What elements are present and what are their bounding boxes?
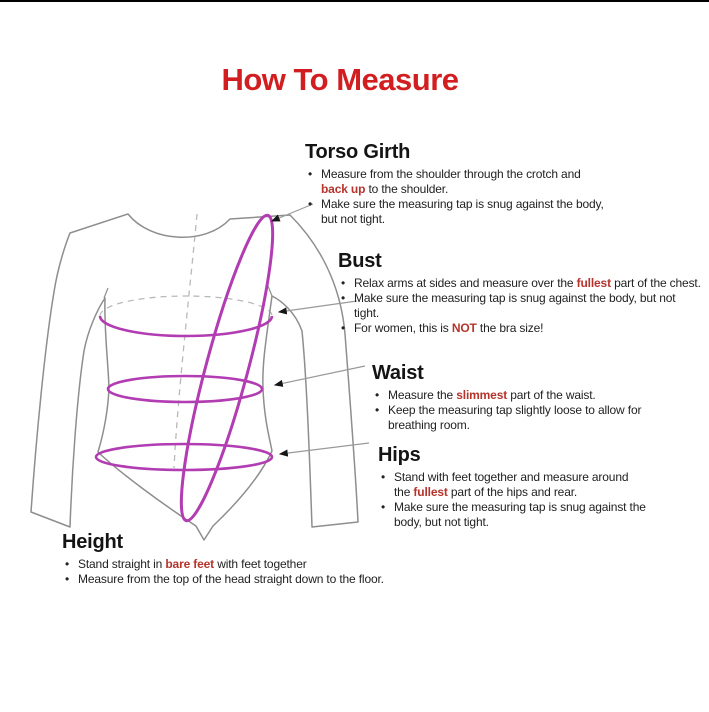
bullet-text-part: Make sure the measuring tap is snug against the body, but not tight. <box>321 197 604 226</box>
bullet-text-part: Keep the measuring tap slightly loose to allow for breathing room. <box>388 403 642 432</box>
bullet <box>372 388 660 403</box>
section-heading: Bust <box>338 250 382 272</box>
waist-loop <box>108 376 262 402</box>
bullet-text-part: Measure the <box>388 388 457 402</box>
section-waist <box>372 361 660 433</box>
bullet-text-emphasis: back up <box>321 182 366 196</box>
bullet <box>305 197 605 227</box>
section-heading: Hips <box>378 444 421 466</box>
bullet-text-emphasis: fullest <box>576 276 611 290</box>
bullet-text-part: part of the chest. <box>610 276 701 290</box>
bullet-text <box>321 197 605 227</box>
bullet-text-part: Relax arms at sides and measure over the <box>354 276 577 290</box>
bullet-text-part: Stand straight in <box>78 557 166 571</box>
bullet-text <box>354 276 701 291</box>
bullet-text-part: part of the waist. <box>507 388 596 402</box>
bullet <box>338 291 686 321</box>
hips-loop <box>96 444 272 470</box>
bullet-text-part: Make sure the measuring tap is snug against the body, but not tight. <box>394 500 646 529</box>
bullet-text <box>78 557 307 572</box>
torso-girth-loop <box>166 210 288 526</box>
section-heading: Waist <box>372 362 424 384</box>
bullet <box>338 276 709 291</box>
bust-loop <box>100 316 272 336</box>
bullet-text-part: Measure from the top of the head straight down to the floor. <box>78 572 384 586</box>
bullet-text <box>78 572 384 587</box>
bullet <box>62 572 502 587</box>
bullet-text-emphasis: NOT <box>451 321 477 335</box>
top-edge-line <box>0 0 709 2</box>
bust-seam-tick-left <box>104 288 108 298</box>
bullet <box>338 321 709 336</box>
bullet-text-part: the bra size! <box>476 321 544 335</box>
section-torso-girth <box>305 140 605 227</box>
waist-back-dashed-arc <box>108 376 262 389</box>
bullet <box>378 500 646 530</box>
bullet-text <box>354 321 543 336</box>
bullet-text-part: with feet together <box>214 557 307 571</box>
section-bust <box>338 249 709 336</box>
section-heading: Height <box>62 531 124 553</box>
bullet <box>378 470 646 500</box>
waist-arrow <box>275 366 365 385</box>
bullet-text <box>354 291 686 321</box>
hips-arrow <box>280 443 369 454</box>
hips-back-dashed-arc <box>96 444 272 457</box>
bullet-text <box>394 470 646 500</box>
section-heading: Torso Girth <box>305 141 411 163</box>
page-title: How To Measure <box>221 62 459 97</box>
bullet <box>372 403 660 433</box>
section-height <box>62 530 502 587</box>
section-hips <box>378 443 646 530</box>
torso-back-dashed-line <box>174 214 197 468</box>
bullet <box>305 167 605 197</box>
bullet-text-part: Make sure the measuring tap is snug against the body, but not tight. <box>354 291 676 320</box>
leotard-outline <box>31 214 358 540</box>
bullet-text <box>394 500 646 530</box>
bullet-text-part: to the shoulder. <box>365 182 449 196</box>
bullet-text-part: Measure from the shoulder through the crotch and <box>321 167 581 181</box>
bullet-text <box>388 388 596 403</box>
bullet-text-part: Stand with feet together and measure around the <box>394 470 629 499</box>
bust-back-dashed-arc <box>100 296 272 316</box>
bullet-text <box>321 167 605 197</box>
bullet-text <box>388 403 660 433</box>
bullet-text-emphasis: fullest <box>413 485 448 499</box>
bullet-text-part: part of the hips and rear. <box>447 485 578 499</box>
bullet-text-part: For women, this is <box>354 321 452 335</box>
bullet-text-emphasis: bare feet <box>165 557 215 571</box>
bullet-text-emphasis: slimmest <box>456 388 508 402</box>
bullet <box>62 557 502 572</box>
bust-seam-tick-right <box>268 286 272 296</box>
